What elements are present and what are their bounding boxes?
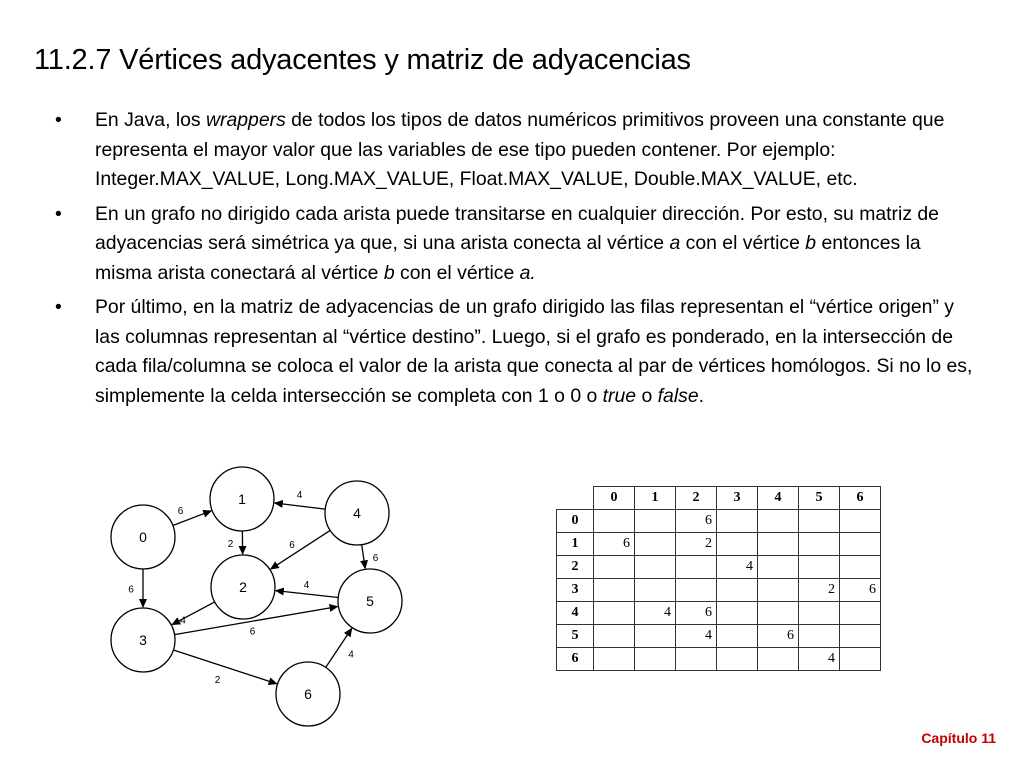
matrix-row-header: 3	[557, 579, 594, 602]
bullet-text: con el vértice	[394, 261, 520, 284]
node-label: 6	[304, 686, 312, 702]
graph-node-6	[276, 662, 340, 726]
matrix-cell	[594, 648, 635, 671]
matrix-cell	[758, 556, 799, 579]
matrix-cell	[758, 533, 799, 556]
edge-4-5	[362, 545, 366, 569]
matrix-row-header: 1	[557, 533, 594, 556]
matrix-cell	[717, 533, 758, 556]
matrix-cell	[635, 625, 676, 648]
matrix-row	[557, 533, 881, 556]
matrix-cell	[799, 533, 840, 556]
edge-2-3	[172, 602, 215, 625]
matrix-cell	[594, 625, 635, 648]
matrix-column-header: 0	[594, 487, 635, 510]
matrix-row-header: 4	[557, 602, 594, 625]
matrix-cell: 2	[799, 579, 840, 602]
matrix-row	[557, 602, 881, 625]
slide-title: 11.2.7 Vértices adyacentes y matriz de adyacencias	[34, 44, 691, 76]
matrix-column-header: 1	[635, 487, 676, 510]
matrix-cell: 6	[594, 533, 635, 556]
edge-weight-label: 4	[303, 580, 310, 591]
matrix-cell: 6	[758, 625, 799, 648]
matrix-row	[557, 625, 881, 648]
matrix-cell	[758, 510, 799, 533]
matrix-cell	[799, 602, 840, 625]
matrix-column-header: 6	[840, 487, 881, 510]
bullet-text: con el vértice	[680, 232, 806, 254]
bullet-text: de todos los tipos de datos numéricos primitivos proveen una constante que representa el mayor valor que las variables de ese tipo pueden contener. Por ejemplo: Integer.MAX_VALUE, Long.MAX_VALUE, Float.MAX_VALUE, Double.MAX_VALUE, etc.	[95, 109, 945, 190]
matrix-cell	[717, 625, 758, 648]
edge-weight-label: 4	[180, 615, 186, 627]
matrix-cell	[594, 579, 635, 602]
graph-node-5	[338, 569, 402, 633]
matrix-cell: 6	[676, 510, 717, 533]
matrix-cell	[758, 602, 799, 625]
matrix-cell: 4	[635, 602, 676, 625]
graph-node-3	[111, 608, 175, 672]
graph-node-4	[325, 481, 389, 545]
edge-6-5	[326, 628, 352, 667]
italic-text: b	[383, 261, 395, 284]
edge-4-1	[275, 503, 325, 509]
matrix-cell: 4	[799, 648, 840, 671]
matrix-column-header: 3	[717, 487, 758, 510]
matrix-cell	[840, 510, 881, 533]
italic-text: a.	[519, 261, 536, 284]
matrix-cell	[594, 602, 635, 625]
matrix-cell: 6	[676, 602, 717, 625]
edge-weight-label: 6	[289, 540, 295, 551]
graph-node-1	[210, 467, 274, 531]
matrix-cell	[840, 533, 881, 556]
adjacency-matrix	[556, 486, 881, 671]
edge-weight-label: 6	[249, 626, 256, 638]
italic-text: b	[805, 232, 817, 254]
matrix-cell: 6	[840, 579, 881, 602]
matrix-cell	[676, 556, 717, 579]
graph-node-0	[111, 505, 175, 569]
node-label: 5	[366, 593, 374, 609]
matrix-cell	[676, 579, 717, 602]
node-label: 1	[238, 491, 246, 507]
bullet-item	[55, 106, 975, 195]
italic-text: wrappers	[206, 109, 286, 131]
matrix-cell: 4	[717, 556, 758, 579]
node-label: 2	[239, 579, 247, 595]
bullet-text: En un grafo no dirigido cada arista puede transitarse en cualquier dirección. Por esto, su matriz de adyacencias será simétrica ya que, si una arista conecta al vértice	[95, 202, 939, 254]
matrix-cell	[594, 556, 635, 579]
matrix-row-header: 5	[557, 625, 594, 648]
matrix-cell	[594, 510, 635, 533]
matrix-corner-cell	[557, 487, 594, 510]
matrix-row	[557, 556, 881, 579]
matrix-cell	[840, 648, 881, 671]
matrix-cell	[717, 579, 758, 602]
matrix-cell	[717, 510, 758, 533]
bullet-list	[55, 106, 975, 416]
edge-5-2	[276, 591, 338, 598]
matrix-cell	[635, 510, 676, 533]
matrix-row	[557, 648, 881, 671]
bullet-text: En Java, los	[95, 109, 207, 131]
edge-weight-label: 6	[372, 553, 379, 564]
bullet-item	[55, 200, 975, 289]
matrix-row-header: 2	[557, 556, 594, 579]
matrix-cell	[635, 533, 676, 556]
matrix-cell	[635, 579, 676, 602]
italic-text: a	[669, 232, 681, 254]
bullet-text: entonces la misma arista conectará al vértice	[95, 232, 921, 284]
matrix-header-row	[557, 487, 881, 510]
edge-3-6	[173, 650, 276, 684]
matrix-cell	[758, 579, 799, 602]
matrix-cell	[799, 625, 840, 648]
matrix-cell	[799, 556, 840, 579]
matrix-cell	[840, 556, 881, 579]
matrix-cell	[676, 648, 717, 671]
matrix-column-header: 5	[799, 487, 840, 510]
matrix-row-header: 6	[557, 648, 594, 671]
edge-weight-label: 2	[214, 675, 221, 686]
chapter-label: Capítulo 11	[921, 730, 996, 746]
matrix-cell	[635, 648, 676, 671]
edge-4-2	[271, 530, 330, 569]
edge-weight-label: 6	[128, 584, 134, 596]
matrix-cell: 2	[676, 533, 717, 556]
matrix-cell: 4	[676, 625, 717, 648]
matrix-cell	[717, 648, 758, 671]
matrix-cell	[717, 602, 758, 625]
italic-text: false	[657, 384, 699, 407]
matrix-cell	[758, 648, 799, 671]
node-label: 0	[139, 529, 147, 545]
node-label: 4	[353, 505, 361, 521]
bullet-item	[55, 293, 975, 411]
edge-weight-label: 4	[348, 649, 354, 661]
matrix-column-header: 2	[676, 487, 717, 510]
bullet-text: .	[698, 384, 705, 407]
edge-weight-label: 6	[177, 506, 184, 517]
italic-text: true	[602, 384, 637, 407]
graph-node-2	[211, 555, 275, 619]
matrix-row	[557, 510, 881, 533]
matrix-cell	[840, 625, 881, 648]
matrix-cell	[635, 556, 676, 579]
edge-weight-label: 4	[296, 490, 303, 501]
matrix-cell	[840, 602, 881, 625]
node-label: 3	[139, 632, 147, 648]
bullet-text: Por último, en la matriz de adyacencias de un grafo dirigido las filas representan el “vértice origen” y las columnas representan al “vértice destino”. Luego, si el grafo es ponderado, en la intersección de cada fila/columna se coloca el valor de la arista que conecta al par de vértices homólogos. Si no lo es, simplemente la celda intersección se completa con 1 o 0 o	[95, 296, 973, 407]
edge-weight-label: 2	[227, 539, 234, 550]
weighted-directed-graph	[100, 462, 440, 732]
bullet-text: o	[636, 384, 658, 407]
matrix-row-header: 0	[557, 510, 594, 533]
matrix-cell	[799, 510, 840, 533]
matrix-row	[557, 579, 881, 602]
matrix-column-header: 4	[758, 487, 799, 510]
